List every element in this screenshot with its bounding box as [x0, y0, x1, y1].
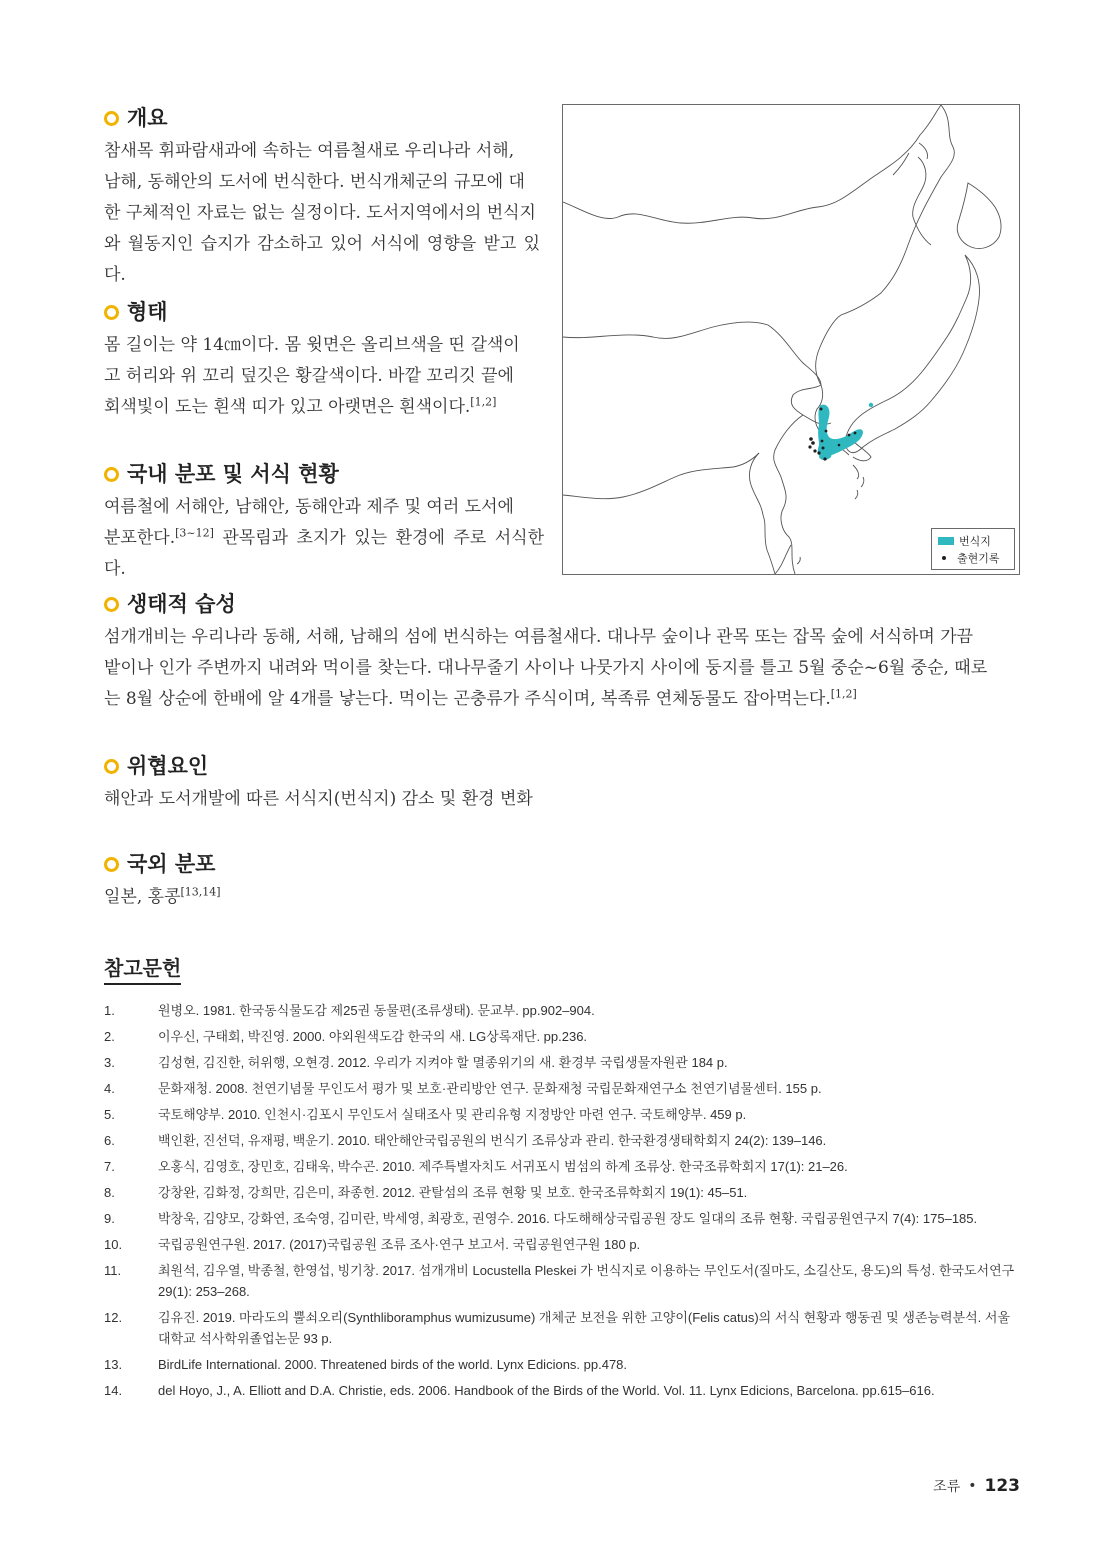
ecology-line: 섬개개비는 우리나라 동해, 서해, 남해의 섬에 번식하는 여름철새다. 대나무 숲이나 관목 또는 잡목 숲에 서식하며 가끔: [104, 627, 974, 647]
reference-item: [104, 1208, 1022, 1229]
reference-number: 10.: [104, 1237, 123, 1252]
section-domestic: [104, 458, 544, 585]
legend-record-row: [938, 549, 1008, 566]
reference-item: [104, 1078, 1022, 1099]
circle-bullet-icon: [104, 597, 119, 612]
domestic-title: 국내 분포 및 서식 현황: [127, 462, 339, 486]
foreign-title: 국외 분포: [127, 852, 216, 876]
domestic-body: [104, 492, 544, 585]
reference-number: 9.: [104, 1211, 115, 1226]
reference-text: 이우신, 구태회, 박진영. 2000. 야외원색도감 한국의 새. LG상록재단. pp.236.: [158, 1029, 588, 1044]
reference-text: 백인환, 진선덕, 유재평, 백운기. 2010. 태안해안국립공원의 번식기 조류상과 관리. 한국환경생태학회지 24(2): 139–146.: [158, 1133, 827, 1148]
form-body: [104, 330, 540, 423]
distribution-map: [562, 104, 1020, 575]
ecology-line: 는 8월 상순에 한배에 알 4개를 낳는다. 먹이는 곤충류가 주식이며, 복족류 연체동물도 잡아먹는다.: [104, 689, 831, 709]
page-footer: [933, 1476, 1020, 1496]
foreign-heading: [104, 848, 1022, 878]
footer-separator: •: [968, 1478, 977, 1494]
reference-item: [104, 1104, 1022, 1125]
reference-number: 4.: [104, 1081, 115, 1096]
reference-item: [104, 1052, 1022, 1073]
reference-number: 2.: [104, 1029, 115, 1044]
reference-text: del Hoyo, J., A. Elliott and D.A. Christie, eds. 2006. Handbook of the Birds of the World. Vol. 11. Lynx Edicions, Barcelona. pp.615–616.: [158, 1383, 935, 1398]
section-form: [104, 296, 540, 423]
ecology-heading: [104, 588, 1022, 618]
ecology-title: 생태적 습성: [127, 592, 236, 616]
record-dot-icon: [942, 556, 946, 560]
ecology-ref: [1,2]: [830, 687, 857, 701]
threats-heading: [104, 750, 1022, 780]
circle-bullet-icon: [104, 111, 119, 126]
reference-number: 8.: [104, 1185, 115, 1200]
domestic-line-2: [104, 523, 544, 585]
form-ref: [1,2]: [470, 395, 497, 409]
threats-title: 위협요인: [127, 754, 209, 778]
reference-number: 13.: [104, 1357, 123, 1372]
domestic-ref: [3~12]: [175, 526, 214, 540]
breeding-swatch-icon: [938, 537, 954, 545]
reference-item: [104, 1234, 1022, 1255]
overview-line: 한 구체적인 자료는 없는 실정이다. 도서지역에서의 번식지: [104, 203, 536, 223]
reference-text: 김성현, 김진한, 허위행, 오현경. 2012. 우리가 지켜야 할 멸종위기의 새. 환경부 국립생물자원관 184 p.: [158, 1055, 728, 1070]
ecology-line: 밭이나 인가 주변까지 내려와 먹이를 찾는다. 대나무줄기 사이나 나뭇가지 사이에 둥지를 틀고 5월 중순~6월 중순, 때로: [104, 658, 988, 678]
overview-line: 참새목 휘파람새과에 속하는 여름철새로 우리나라 서해,: [104, 141, 515, 161]
reference-item: [104, 1000, 1022, 1021]
reference-text: 최원석, 김우열, 박종철, 한영섭, 빙기창. 2017. 섬개개비 Locustella Pleskei 가 번식지로 이용하는 무인도서(질마도, 소길산도, 용도)의 특성. 한국도서연구 29(1): 253–268.: [158, 1263, 1015, 1299]
reference-text: 오홍식, 김영호, 장민호, 김태욱, 박수곤. 2010. 제주특별자치도 서귀포시 범섬의 하계 조류상. 한국조류학회지 17(1): 21–26.: [158, 1159, 848, 1174]
ecology-body: [104, 622, 1022, 715]
circle-bullet-icon: [104, 467, 119, 482]
section-threats: [104, 750, 1022, 815]
section-ecology: [104, 588, 1022, 715]
reference-item: [104, 1307, 1022, 1349]
form-line: 회색빛이 도는 흰색 띠가 있고 아랫면은 흰색이다.: [104, 397, 471, 417]
form-title: 형태: [127, 300, 168, 324]
reference-text: 김유진. 2019. 마라도의 뿔쇠오리(Synthliboramphus wumizusume) 개체군 보전을 위한 고양이(Felis catus)의 서식 현황과 행동권 및 생존능력분석. 서울대학교 석사학위졸업논문 93 p.: [158, 1310, 1011, 1346]
reference-number: 12.: [104, 1310, 123, 1325]
reference-text: 국토해양부. 2010. 인천시·김포시 무인도서 실태조사 및 관리유형 지정방안 마련 연구. 국토해양부. 459 p.: [158, 1107, 747, 1122]
reference-number: 14.: [104, 1383, 123, 1398]
east-asia-map-svg: [563, 105, 1019, 574]
overview-heading: [104, 102, 540, 132]
reference-number: 11.: [104, 1263, 122, 1278]
legend-breeding-label: 번식지: [959, 534, 991, 548]
reference-number: 5.: [104, 1107, 115, 1122]
foreign-text: 일본, 홍콩: [104, 887, 181, 907]
domestic-text: 관목림과 초지가 있는 환경에 주로 서식한다.: [104, 528, 544, 579]
references-list: [104, 1000, 1022, 1406]
reference-item: [104, 1182, 1022, 1203]
legend-breeding-row: [938, 532, 1008, 549]
reference-item: [104, 1260, 1022, 1302]
domestic-text: 분포한다.: [104, 528, 176, 548]
reference-number: 6.: [104, 1133, 115, 1148]
overview-title: 개요: [127, 106, 168, 130]
reference-item: [104, 1156, 1022, 1177]
reference-item: [104, 1354, 1022, 1375]
overview-line: 와 월동지인 습지가 감소하고 있어 서식에 영향을 받고 있다.: [104, 234, 540, 285]
circle-bullet-icon: [104, 759, 119, 774]
threats-body: 해안과 도서개발에 따른 서식지(번식지) 감소 및 환경 변화: [104, 789, 533, 809]
reference-text: BirdLife International. 2000. Threatened birds of the world. Lynx Edicions. pp.478.: [158, 1357, 628, 1372]
section-overview: [104, 102, 540, 291]
reference-item: [104, 1026, 1022, 1047]
domestic-line: 여름철에 서해안, 남해안, 동해안과 제주 및 여러 도서에: [104, 497, 514, 517]
circle-bullet-icon: [104, 305, 119, 320]
footer-section: 조류: [933, 1479, 961, 1495]
legend-record-label: 출현기록: [957, 551, 1000, 565]
circle-bullet-icon: [104, 857, 119, 872]
domestic-heading: [104, 458, 544, 488]
reference-item: [104, 1380, 1022, 1401]
reference-number: 3.: [104, 1055, 115, 1070]
reference-text: 박창욱, 김양모, 강화연, 조숙영, 김미란, 박세영, 최광호, 권영수. 2016. 다도해해상국립공원 장도 일대의 조류 현황. 국립공원연구지 7(4): 175–185.: [158, 1211, 978, 1226]
map-legend: [931, 528, 1015, 570]
overview-body: [104, 136, 540, 291]
page-number: 123: [984, 1476, 1020, 1496]
ecology-line-last: [104, 684, 1022, 715]
section-foreign: [104, 848, 1022, 913]
reference-number: 7.: [104, 1159, 115, 1174]
reference-text: 문화재청. 2008. 천연기념물 무인도서 평가 및 보호·관리방안 연구. 문화재청 국립문화재연구소 천연기념물센터. 155 p.: [158, 1081, 822, 1096]
overview-line: 남해, 동해안의 도서에 번식한다. 번식개체군의 규모에 대: [104, 172, 525, 192]
form-line: 고 허리와 위 꼬리 덮깃은 황갈색이다. 바깥 꼬리깃 끝에: [104, 366, 514, 386]
reference-text: 강창완, 김화정, 강희만, 김은미, 좌종헌. 2012. 관탈섬의 조류 현황 및 보호. 한국조류학회지 19(1): 45–51.: [158, 1185, 748, 1200]
foreign-ref: [13,14]: [180, 885, 221, 899]
reference-item: [104, 1130, 1022, 1151]
reference-text: 원병오. 1981. 한국동식물도감 제25권 동물편(조류생태). 문교부. pp.902–904.: [158, 1003, 595, 1018]
reference-number: 1.: [104, 1003, 115, 1018]
foreign-body: [104, 882, 1022, 913]
form-line: 몸 길이는 약 14㎝이다. 몸 윗면은 올리브색을 띤 갈색이: [104, 335, 520, 355]
form-heading: [104, 296, 540, 326]
references-title: 참고문헌: [104, 952, 181, 985]
form-line-last: [104, 392, 540, 423]
reference-text: 국립공원연구원. 2017. (2017)국립공원 조류 조사·연구 보고서. 국립공원연구원 180 p.: [158, 1237, 641, 1252]
